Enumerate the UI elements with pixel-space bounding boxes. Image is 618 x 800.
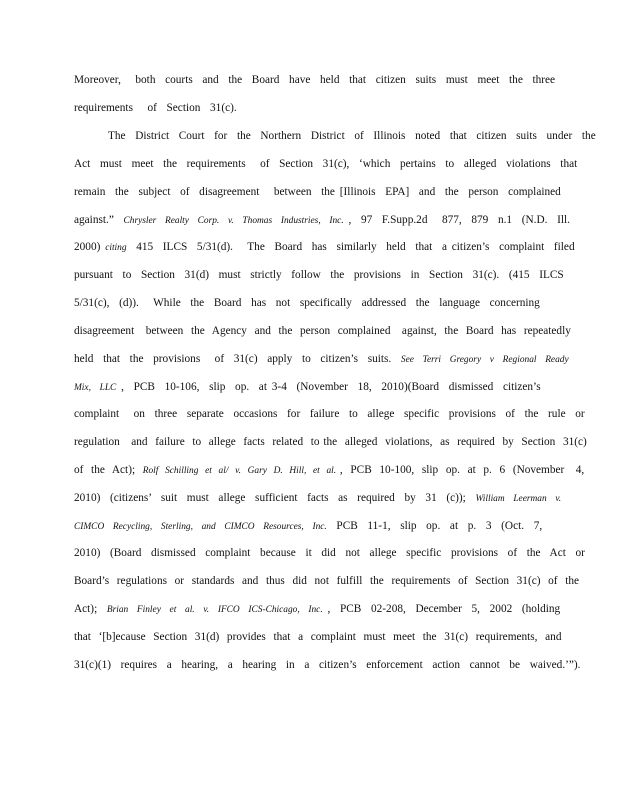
text-line: The District Court for the Northern District of Illinois noted that citizen suits under the — [108, 130, 596, 142]
text-line: remain the subject of disagreement between the [Illinois EPA] and the person complained — [74, 186, 561, 198]
text-run: , 97 F.Supp.2d 877, 879 n.1 (N.D. Ill. — [343, 214, 570, 226]
text-line: that ‘[b]ecause Section 31(d) provides that a complaint must meet the 31(c) requirements, and — [74, 631, 562, 643]
text-run: 415 ILCS 5/31(d). The Board has similarly held that a citizen’s complaint filed — [126, 241, 575, 253]
text-line: 31(c)(1) requires a hearing, a hearing in a citizen’s enforcement action cannot be waived.’”). — [74, 659, 581, 671]
text-run: , PCB 02-208, December 5, 2002 (holding — [322, 603, 561, 615]
text-run: Act); — [74, 603, 98, 615]
text-line — [74, 213, 570, 228]
text-line: regulation and failure to allege facts related to the alleged violations, as required by Section 31(c) — [74, 436, 587, 448]
signal-word: citing — [105, 243, 127, 253]
case-citation: William Leerman v. — [475, 494, 562, 504]
text-run: , PCB 10-106, slip op. at 3-4 (November 18, 2010)(Board dismissed citizen’s — [116, 381, 541, 393]
text-line: requirements of Section 31(c). — [74, 102, 237, 114]
text-line — [74, 380, 541, 395]
text-run: held that the provisions of 31(c) apply to citizen’s suits. — [74, 353, 392, 365]
text-line: disagreement between the Agency and the person complained against, the Board has repeatedly — [74, 325, 571, 337]
case-citation: Chrysler Realty Corp. v. Thomas Industries, Inc. — [123, 216, 344, 226]
text-line — [74, 463, 584, 478]
text-line: Moreover, both courts and the Board have held that citizen suits must meet the three — [74, 74, 556, 86]
case-citation: Brian Finley et al. v. IFCO ICS-Chicago, Inc. — [106, 605, 323, 615]
text-run: PCB 11-1, slip op. at p. 3 (Oct. 7, — [326, 520, 543, 532]
text-line: Board’s regulations or standards and thus did not fulfill the requirements of Section 31(c) of the — [74, 575, 579, 587]
text-line: 5/31(c), (d)). While the Board has not specifically addressed the language concerning — [74, 297, 540, 309]
text-run: against.” — [74, 214, 114, 226]
text-run: 2000) — [74, 241, 101, 253]
case-citation: See Terri Gregory v Regional Ready — [400, 355, 569, 365]
text-line — [74, 491, 561, 506]
text-run: , PCB 10-100, slip op. at p. 6 (November 4, — [336, 464, 585, 476]
case-citation: Rolf Schilling et al/ v. Gary D. Hill, et al. — [142, 466, 337, 476]
case-citation: CIMCO Recycling, Sterling, and CIMCO Resources, Inc. — [74, 522, 327, 532]
text-line — [74, 519, 542, 534]
text-line: Act must meet the requirements of Section 31(c), ‘which pertains to alleged violations that — [74, 158, 578, 170]
text-line: pursuant to Section 31(d) must strictly follow the provisions in Section 31(c). (415 ILCS — [74, 269, 564, 281]
text-line — [74, 602, 560, 617]
text-line: complaint on three separate occasions for failure to allege specific provisions of the rule or — [74, 408, 585, 420]
text-run: 2010) (citizens’ suit must allege sufficient facts as required by 31 (c)); — [74, 492, 466, 504]
text-line: 2010) (Board dismissed complaint because it did not allege specific provisions of the Act or — [74, 547, 585, 559]
text-run: of the Act); — [74, 464, 136, 476]
case-citation: Mix, LLC — [74, 383, 117, 393]
text-line — [74, 240, 575, 255]
text-line — [74, 352, 569, 367]
